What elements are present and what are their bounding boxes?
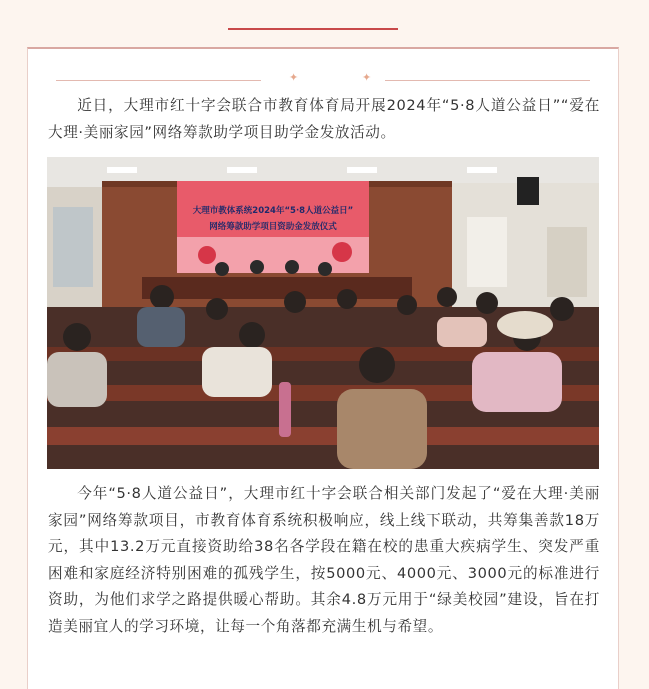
body-paragraph: 今年“5·8人道公益日”，大理市红十字会联合相关部门发起了“爱在大理·美丽家园”网络筹款项目，市教育体育系统积极响应，线上线下联动，共筹集善款18万元，其中13.2万元直接资助给38名各学段在籍在校的患重大疾病学生、突发严重困难和家庭经济特别困难的孤残学生，按5000元、4000元、3000元的标准进行资助，为他们求学之路提供暖心帮助。其余4.8万元用于“绿美校园”建设，旨在打造美丽宜人的学习环境，让每一个角落都充满生机与希望。 xyxy=(48,485,600,635)
sparkle-icon: ✦ xyxy=(289,71,299,84)
banner-line-2: 网络筹款助学项目资助金发放仪式 xyxy=(209,222,337,232)
intro-paragraph: 近日，大理市红十字会联合市教育体育局开展2024年“5·8人道公益日”“爱在大理·美丽家园”网络筹款助学项目助学金发放活动。 xyxy=(48,97,600,141)
sparkle-icon: ✦ xyxy=(362,71,372,84)
banner-line-1: 大理市教体系统2024年“5·8人道公益日” xyxy=(192,206,354,216)
ornament-line-left xyxy=(56,80,261,81)
section-ornament xyxy=(56,71,590,86)
top-divider xyxy=(228,28,398,30)
ornament-line-right xyxy=(385,80,590,81)
article-card xyxy=(27,47,619,689)
event-photo xyxy=(47,157,599,469)
